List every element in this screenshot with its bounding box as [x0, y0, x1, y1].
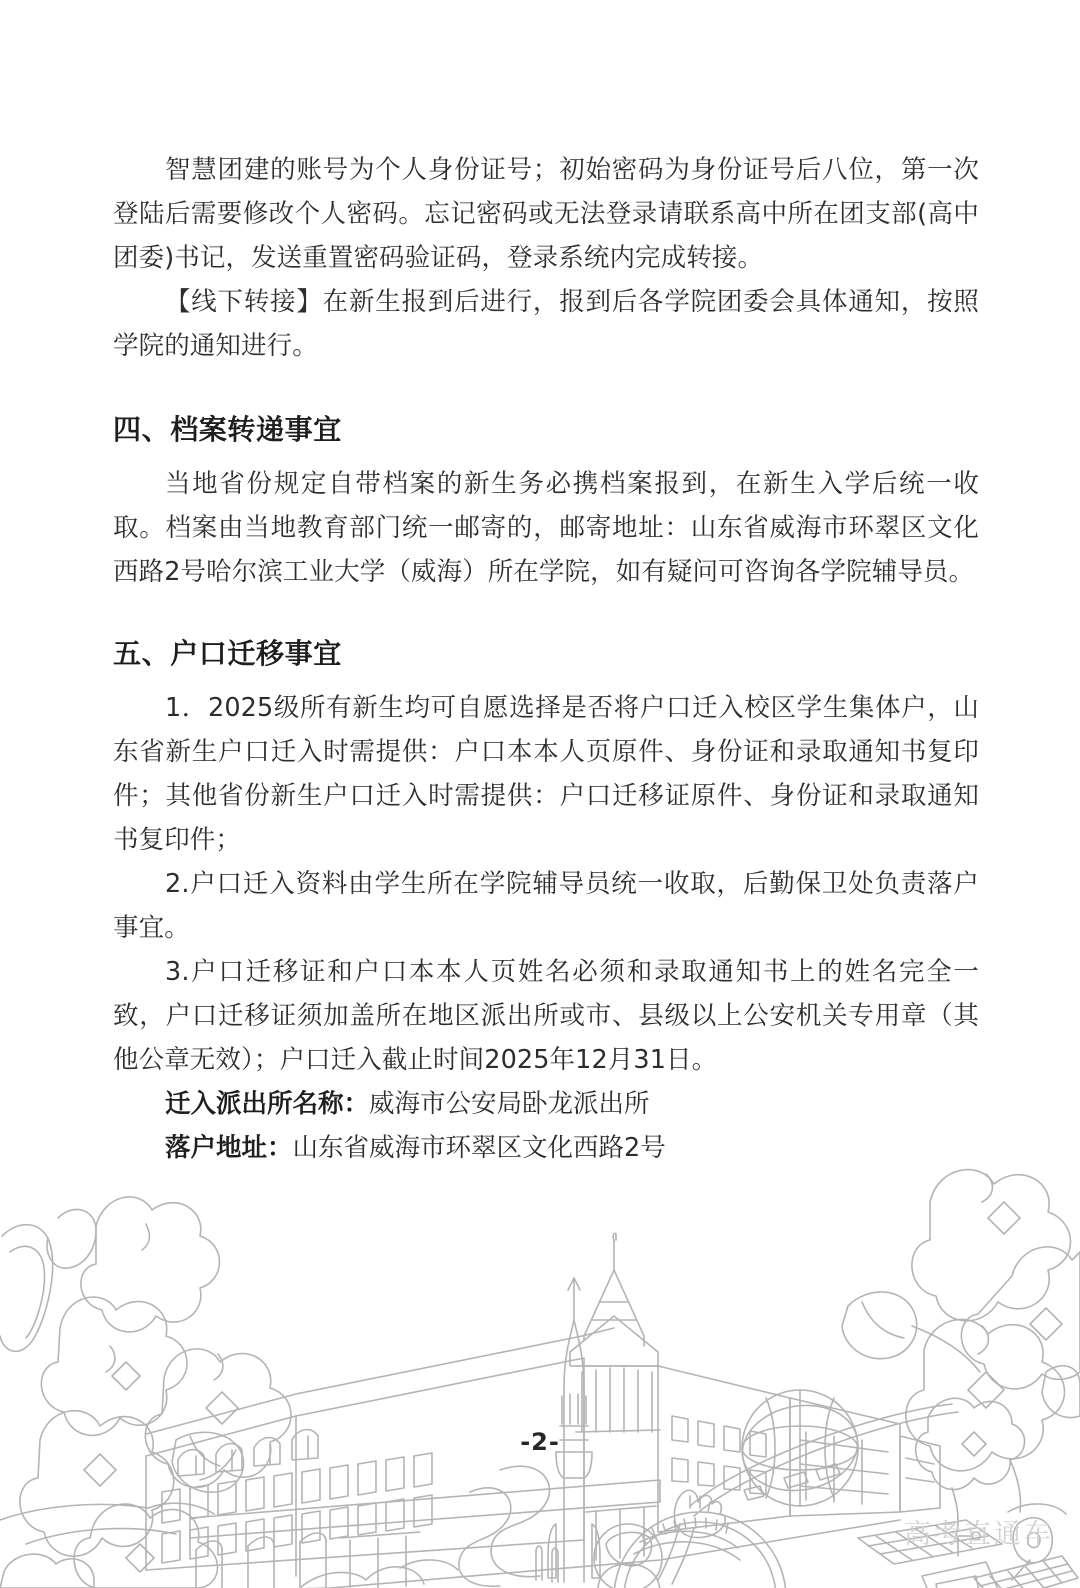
paragraph-xianxia-zhuanjie: 【线下转接】在新生报到后进行，报到后各学院团委会具体通知，按照学院的通知进行。: [113, 287, 979, 361]
detail-police-station: [113, 1082, 979, 1126]
detail-residence-address: [113, 1126, 979, 1170]
page-number: -2-: [520, 1428, 560, 1456]
detail-residence-address-value: 山东省威海市环翠区文化西路2号: [292, 1133, 666, 1163]
section-five-item-1: 1．2025级所有新生均可自愿选择是否将户口迁入校区学生集体户，山东省新生户口迁入时需提供：户口本本人页原件、身份证和录取通知书复印件；其他省份新生户口迁入时需提供：户口迁移证原件、身份证和录取通知书复印件；: [113, 693, 979, 855]
section-five-item-3: 3.户口迁移证和户口本本人页姓名必须和录取通知书上的姓名完全一致，户口迁移证须加盖所在地区派出所或市、县级以上公安机关专用章（其他公章无效）；户口迁入截止时间2025年12月31日。: [113, 957, 979, 1075]
ringed-planet-icon: [614, 1512, 786, 1588]
spacer: [113, 368, 979, 410]
section-four-paragraph: 当地省份规定自带档案的新生务必携档案报到，在新生入学后统一收取。档案由当地教育部门统一邮寄的，邮寄地址：山东省威海市环翠区文化西路2号哈尔滨工业大学（威海）所在学院，如有疑问可咨询各学院辅导员。: [113, 469, 979, 587]
section-heading-five: 五、户口迁移事宜: [113, 637, 342, 670]
detail-police-station-label: 迁入派出所名称: [165, 1089, 344, 1119]
flowers-right-icon: [842, 1170, 1080, 1536]
detail-residence-address-separator: ：: [267, 1133, 293, 1163]
detail-residence-address-label: 落户地址: [165, 1133, 268, 1163]
detail-police-station-value: 威海市公安局卧龙派出所: [369, 1089, 650, 1119]
university-building-icon: [146, 1233, 940, 1588]
spacer: [113, 674, 979, 686]
paragraph-zhihui-tuanjian: 智慧团建的账号为个人身份证号；初始密码为身份证号后八位，第一次登陆后需要修改个人密码。忘记密码或无法登录请联系高中所在团支部(高中团委)书记，发送重置密码验证码，登录系统内完成转接。: [113, 155, 979, 273]
astronaut-icon: [582, 1490, 726, 1588]
section-five-item-2: 2.户口迁入资料由学生所在学院辅导员统一收取，后勤保卫处负责落户事宜。: [113, 869, 979, 943]
spacer: [113, 594, 979, 634]
document-body: [113, 148, 979, 1170]
flowers-left-icon: [0, 1197, 291, 1588]
spacer: [113, 450, 979, 462]
detail-police-station-separator: ：: [343, 1089, 370, 1119]
section-heading-four: 四、档案转递事宜: [113, 413, 342, 446]
cloud-left-icon: [300, 1567, 424, 1588]
watermark: 高考直通车: [904, 1519, 1054, 1550]
